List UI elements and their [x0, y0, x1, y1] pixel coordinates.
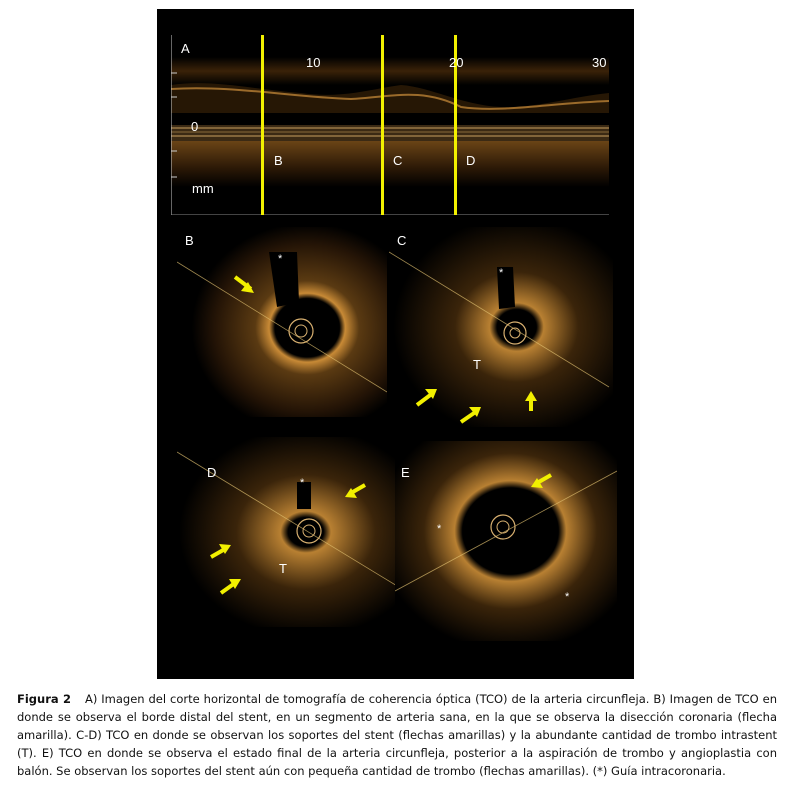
panel-a-label: A: [181, 41, 190, 56]
panel-e-cross-section: [395, 441, 617, 641]
panel-d-cross-section: [177, 437, 407, 627]
marker-c-label: C: [393, 153, 403, 168]
marker-d-label: D: [466, 153, 476, 168]
thrombus-label-c: T: [473, 357, 481, 372]
tick-20: 20: [449, 55, 464, 70]
oct-figure: [157, 9, 634, 679]
guide-marker-e-right: *: [565, 591, 570, 603]
unit-label: mm: [192, 181, 214, 196]
panel-b-label: B: [185, 233, 194, 248]
zero-label: 0: [191, 119, 199, 134]
cross-section-c-image: [389, 227, 613, 427]
guide-marker-b: *: [278, 253, 283, 265]
tick-30: 30: [592, 55, 607, 70]
panel-b-cross-section: [177, 227, 387, 417]
panel-c-cross-section: [389, 227, 613, 427]
caption-figure-label: Figura 2: [17, 692, 71, 706]
panel-d-label: D: [207, 465, 217, 480]
longitudinal-image: [171, 27, 609, 215]
guide-marker-c: *: [499, 267, 504, 279]
panel-e-label: E: [401, 465, 410, 480]
panel-c-label: C: [397, 233, 407, 248]
figure-caption: [17, 690, 777, 780]
panel-a-longitudinal: [171, 27, 609, 215]
guide-marker-d: *: [300, 477, 305, 489]
thrombus-label-d: T: [279, 561, 287, 576]
caption-text: A) Imagen del corte horizontal de tomografía de coherencia óptica (TCO) de la arteria circunfleja. B) Imagen de TCO en donde se observa el borde distal del stent, en un segmento de arteria sana, en la que se observa la disección coronaria (flecha amarilla). C-D) TCO en donde se observan los soportes del stent (flechas amarillas) y la abundante cantidad de trombo intrastent (T). E) TCO en donde se observa el estado final de la arteria circunfleja, posterior a la aspiración de trombo y angioplastia con balón. Se observan los soportes del stent aún con pequeña cantidad de trombo (flechas amarillas). (*) Guía intracoronaria.: [17, 692, 777, 778]
tick-10: 10: [306, 55, 321, 70]
guide-marker-e-left: *: [437, 523, 442, 535]
marker-b-label: B: [274, 153, 283, 168]
cross-section-e-image: [395, 441, 617, 641]
